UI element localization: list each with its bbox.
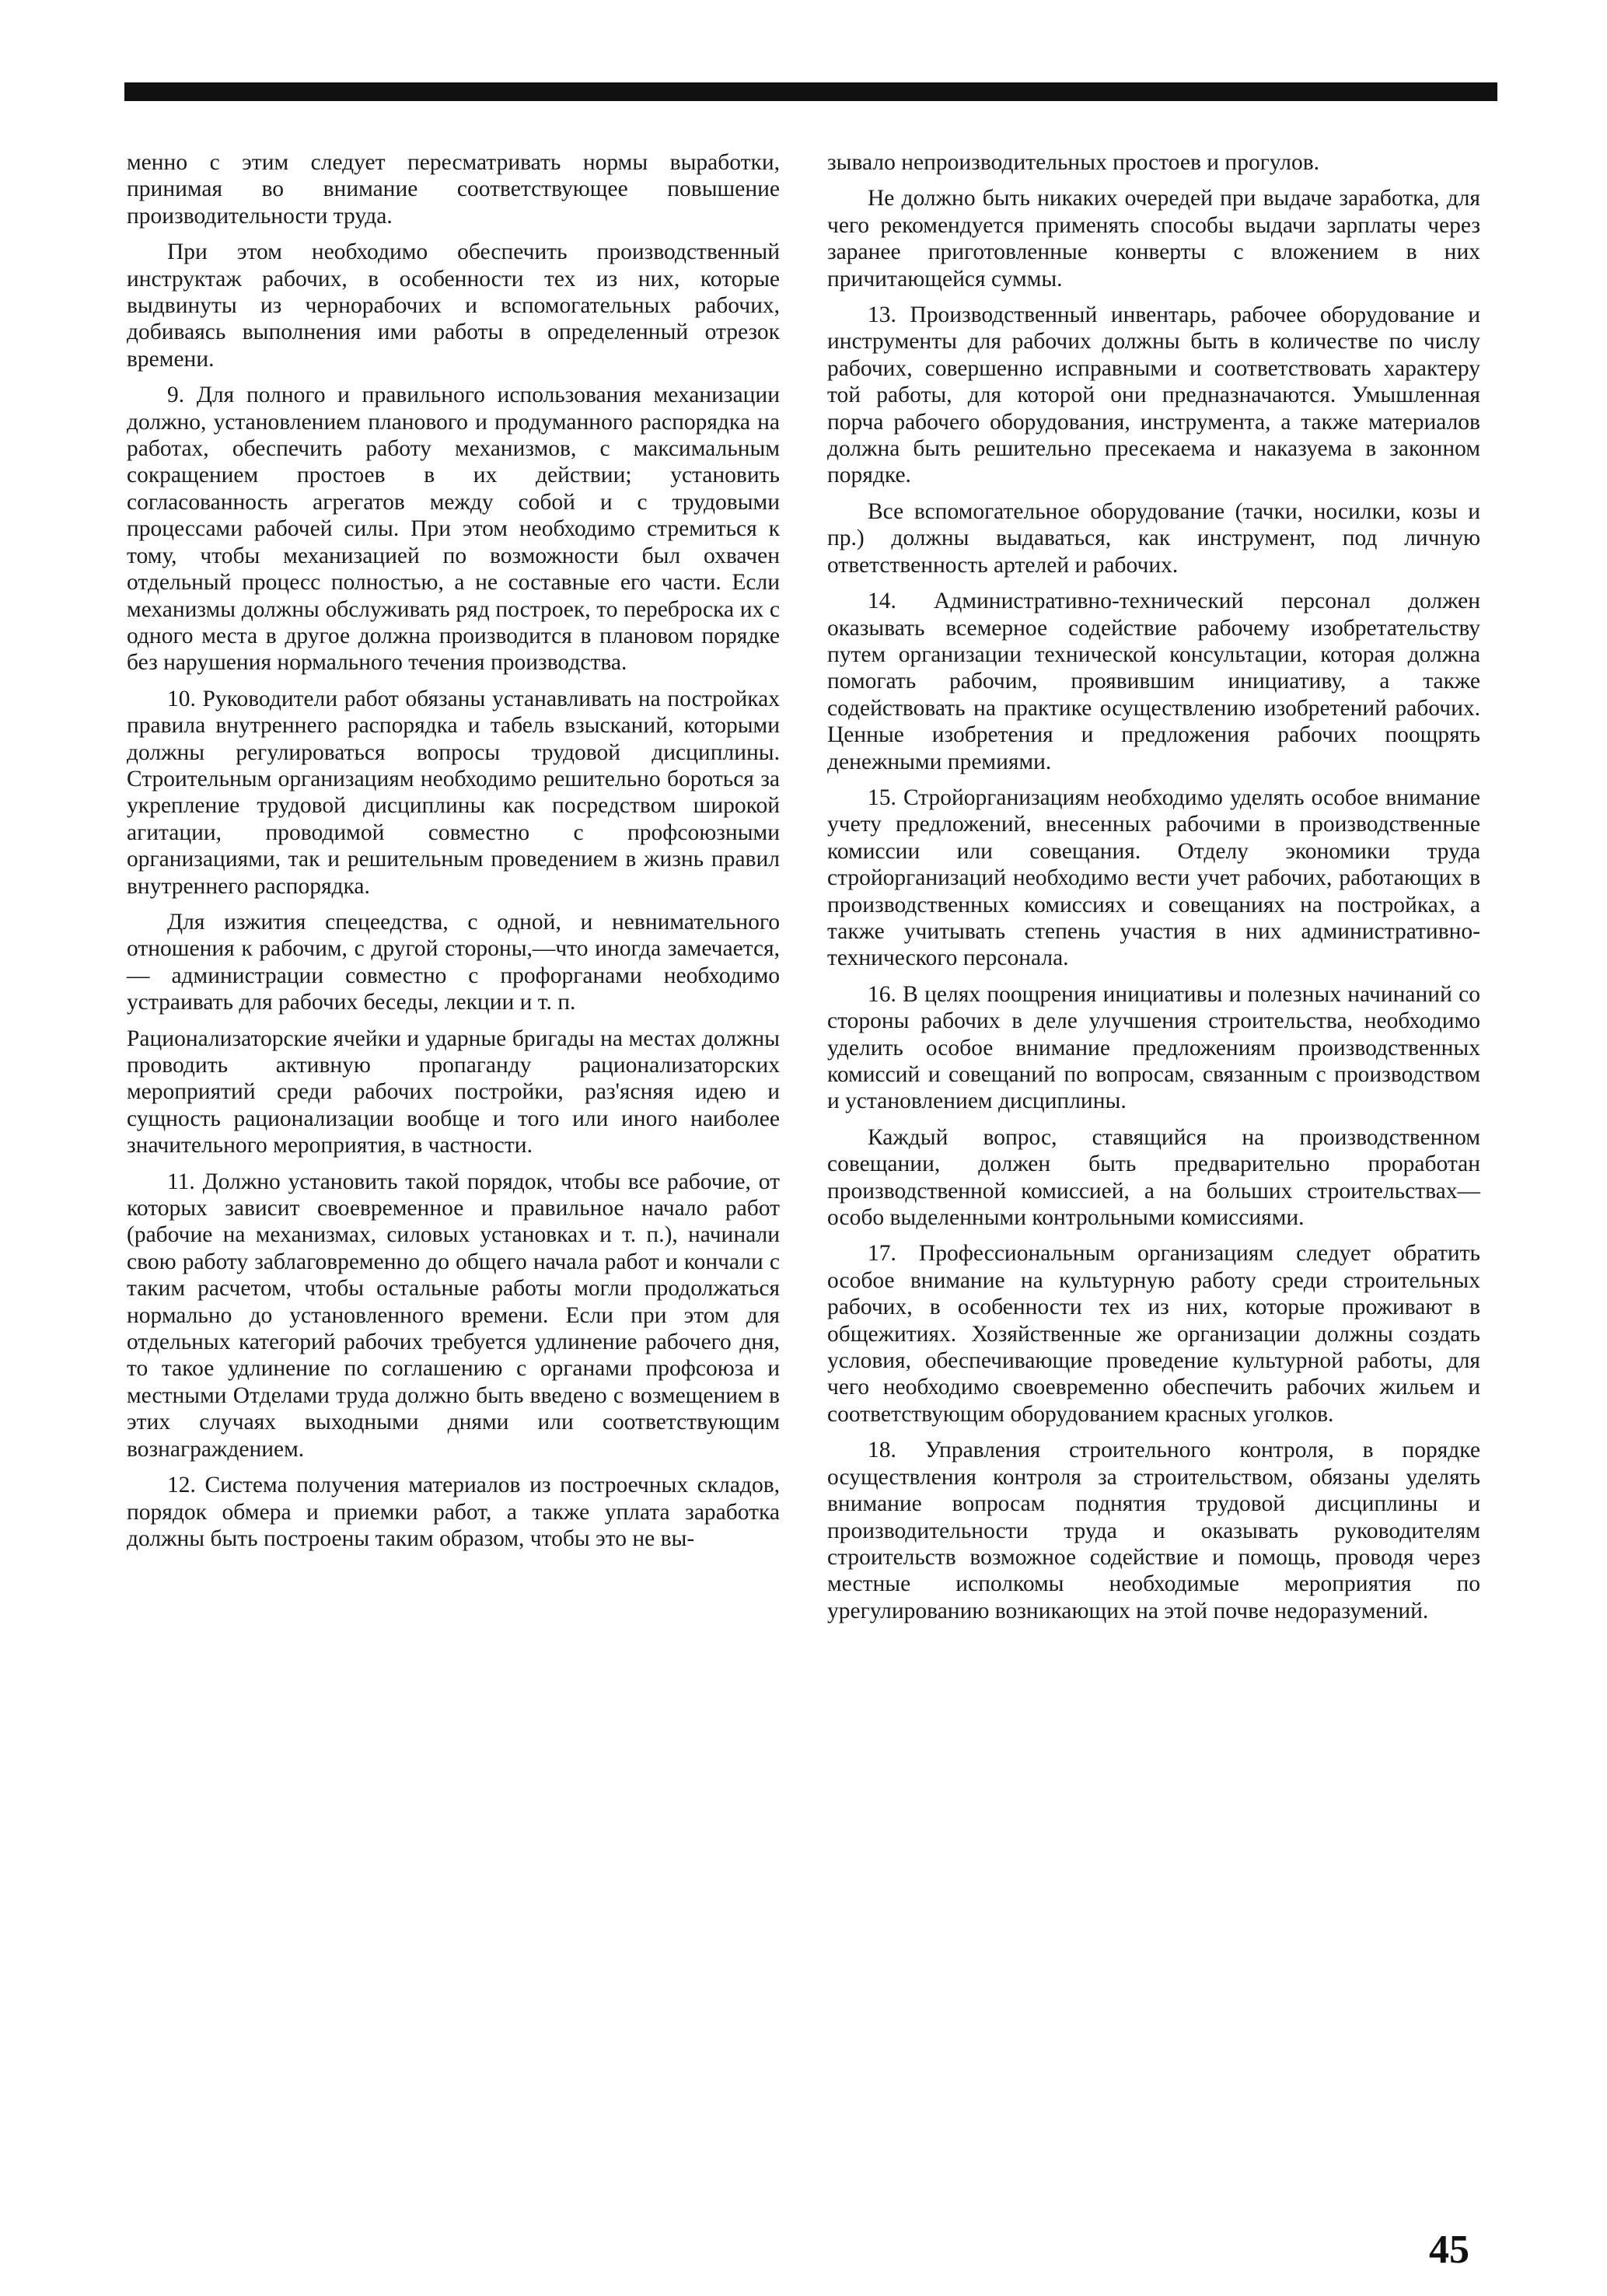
paragraph-item-17: 17. Профессиональным организациям следует обратить особое внимание на культурную работу среди строительных рабочих, в особенности тех из них, которые проживают в общежитиях. Хозяйственные же организации должны создать условия, обеспечивающие проведение культурной работы, для чего необходимо своевременно обеспечить рабочих жильем и соответствующим оборудованием красных уголков. (827, 1241, 1480, 1427)
paragraph: Каждый вопрос, ставящийся на производственном совещании, должен быть предварительно проработан производственной комиссией, а на больших строительствах—особо выделенными контрольными комиссиями. (827, 1124, 1480, 1231)
paragraph-item-16: 16. В целях поощрения инициативы и полезных начинаний со стороны рабочих в деле улучшения строительства, необходимо уделить особое внимание предложениям производственных комиссий и совещаний по вопросам, связанным с производством и установлением дисциплины. (827, 981, 1480, 1114)
paragraph: Не должно быть никаких очередей при выдаче заработка, для чего рекомендуется применять способы выдачи зарплаты через заранее приготовленные конверты с вложением в них причитающейся суммы. (827, 186, 1480, 292)
top-rule (124, 82, 1497, 101)
paragraph: зывало непроизводительных простоев и прогулов. (827, 150, 1320, 175)
paragraph: Все вспомогательное оборудование (тачки, носилки, козы и пр.) должны выдаваться, как инструмент, под личную ответственность артелей и рабочих. (827, 498, 1480, 578)
paragraph-item-13: 13. Производственный инвентарь, рабочее оборудование и инструменты для рабочих должны быть в количестве по числу рабочих, совершенно исправными и соответствовать характеру той работы, для которой они предназначаются. Умышленная порча рабочего оборудования, инструмента, а также материалов должна быть решительно пресекаема и наказуема в законном порядке. (827, 302, 1480, 488)
paragraph-item-12: 12. Система получения материалов из построечных складов, порядок обмера и приемки работ, а также уплата заработка должны быть построены таким образом, чтобы это не вы- (127, 1473, 780, 1551)
paragraph: менно с этим следует пересматривать нормы выработки, принимая во внимание соответствующее повышение производительности труда. (127, 150, 780, 229)
paragraph-item-11: 11. Должно установить такой порядок, чтобы все рабочие, от которых зависит своевременное и правильное начало работ (рабочие на механизмах, силовых установках и т. п.), начинали свою работу заблаговременно до общего начала работ и кончали с таким расчетом, чтобы остальные работы могли продолжаться нормально до установленного времени. Если при этом для отдельных категорий рабочих требуется удлинение рабочего дня, то такое удлинение по соглашению с органами профсоюза и местными Отделами труда должно быть введено с возмещением в этих случаях выходными днями или соответствующим вознаграждением. (127, 1169, 780, 1462)
page-number: 45 (1429, 2228, 1469, 2272)
paragraph-item-10: 10. Руководители работ обязаны устанавливать на постройках правила внутреннего распорядка и табель взысканий, которыми должны регулироваться вопросы трудовой дисциплины. Строительным организациям необходимо решительно бороться за укрепление трудовой дисциплины как посредством широкой агитации, проводимой совместно с профсоюзными организациями, так и решительным проведением в жизнь правил внутреннего распорядка. (127, 686, 780, 899)
paragraph-item-14: 14. Административно-технический персонал должен оказывать всемерное содействие рабочему изобретательству путем организации технической консультации, которая должна помогать рабочим, проявившим инициативу, а также содействовать на практике осуществлению изобретений рабочих. Ценные изобретения и предложения рабочих поощрять денежными премиями. (827, 589, 1480, 774)
paragraph: Для изжития спецеедства, с одной, и невнимательного отношения к рабочим, с другой стороны,—что иногда замечается, — администрации совместно с профорганами необходимо устраивать для рабочих беседы, лекции и т. п. (127, 909, 780, 1015)
paragraph: Рационализаторские ячейки и ударные бригады на местах должны проводить активную пропаганду рационализаторских мероприятий среди рабочих постройки, раз'ясняя идею и сущность рационализации вообще и того или иного наиболее значительного мероприятия, в частности. (127, 1026, 780, 1158)
left-column (127, 149, 780, 1561)
paragraph-item-15: 15. Стройорганизациям необходимо уделять особое внимание учету предложений, внесенных рабочими в производственные комиссии или совещания. Отделу экономики труда стройорганизаций необходимо вести учет рабочих, работающих в производственных комиссиях и совещаниях на постройках, а также учитывать степень участия в них административно-технического персонала. (827, 785, 1480, 971)
paragraph: При этом необходимо обеспечить производственный инструктаж рабочих, в особенности тех из них, которые выдвинуты из чернорабочих и вспомогательных рабочих, добиваясь выполнения ими работы в определенный отрезок времени. (127, 239, 780, 372)
paragraph-item-9: 9. Для полного и правильного использования механизации должно, установлением планового и продуманного распорядка на работах, обеспечить работу механизмов, с максимальным сокращением простоев в их действии; установить согласованность агрегатов между собой и с трудовыми процессами рабочей силы. При этом необходимо стремиться к тому, чтобы механизацией по возможности был охвачен отдельный процесс полностью, а не составные его части. Если механизмы должны обслуживать ряд построек, то переброска их с одного места в другое должна производится в плановом порядке без нарушения нормального течения производства. (127, 383, 780, 676)
paragraph-item-18: 18. Управления строительного контроля, в порядке осуществления контроля за строительством, обязаны уделять внимание вопросам поднятия трудовой дисциплины и производительности труда и оказывать руководителям строительств возможное содействие и помощь, проводя через местные исполкомы необходимые мероприятия по урегулированию возникающих на этой почве недоразумений. (827, 1438, 1480, 1623)
right-column (827, 149, 1480, 1634)
